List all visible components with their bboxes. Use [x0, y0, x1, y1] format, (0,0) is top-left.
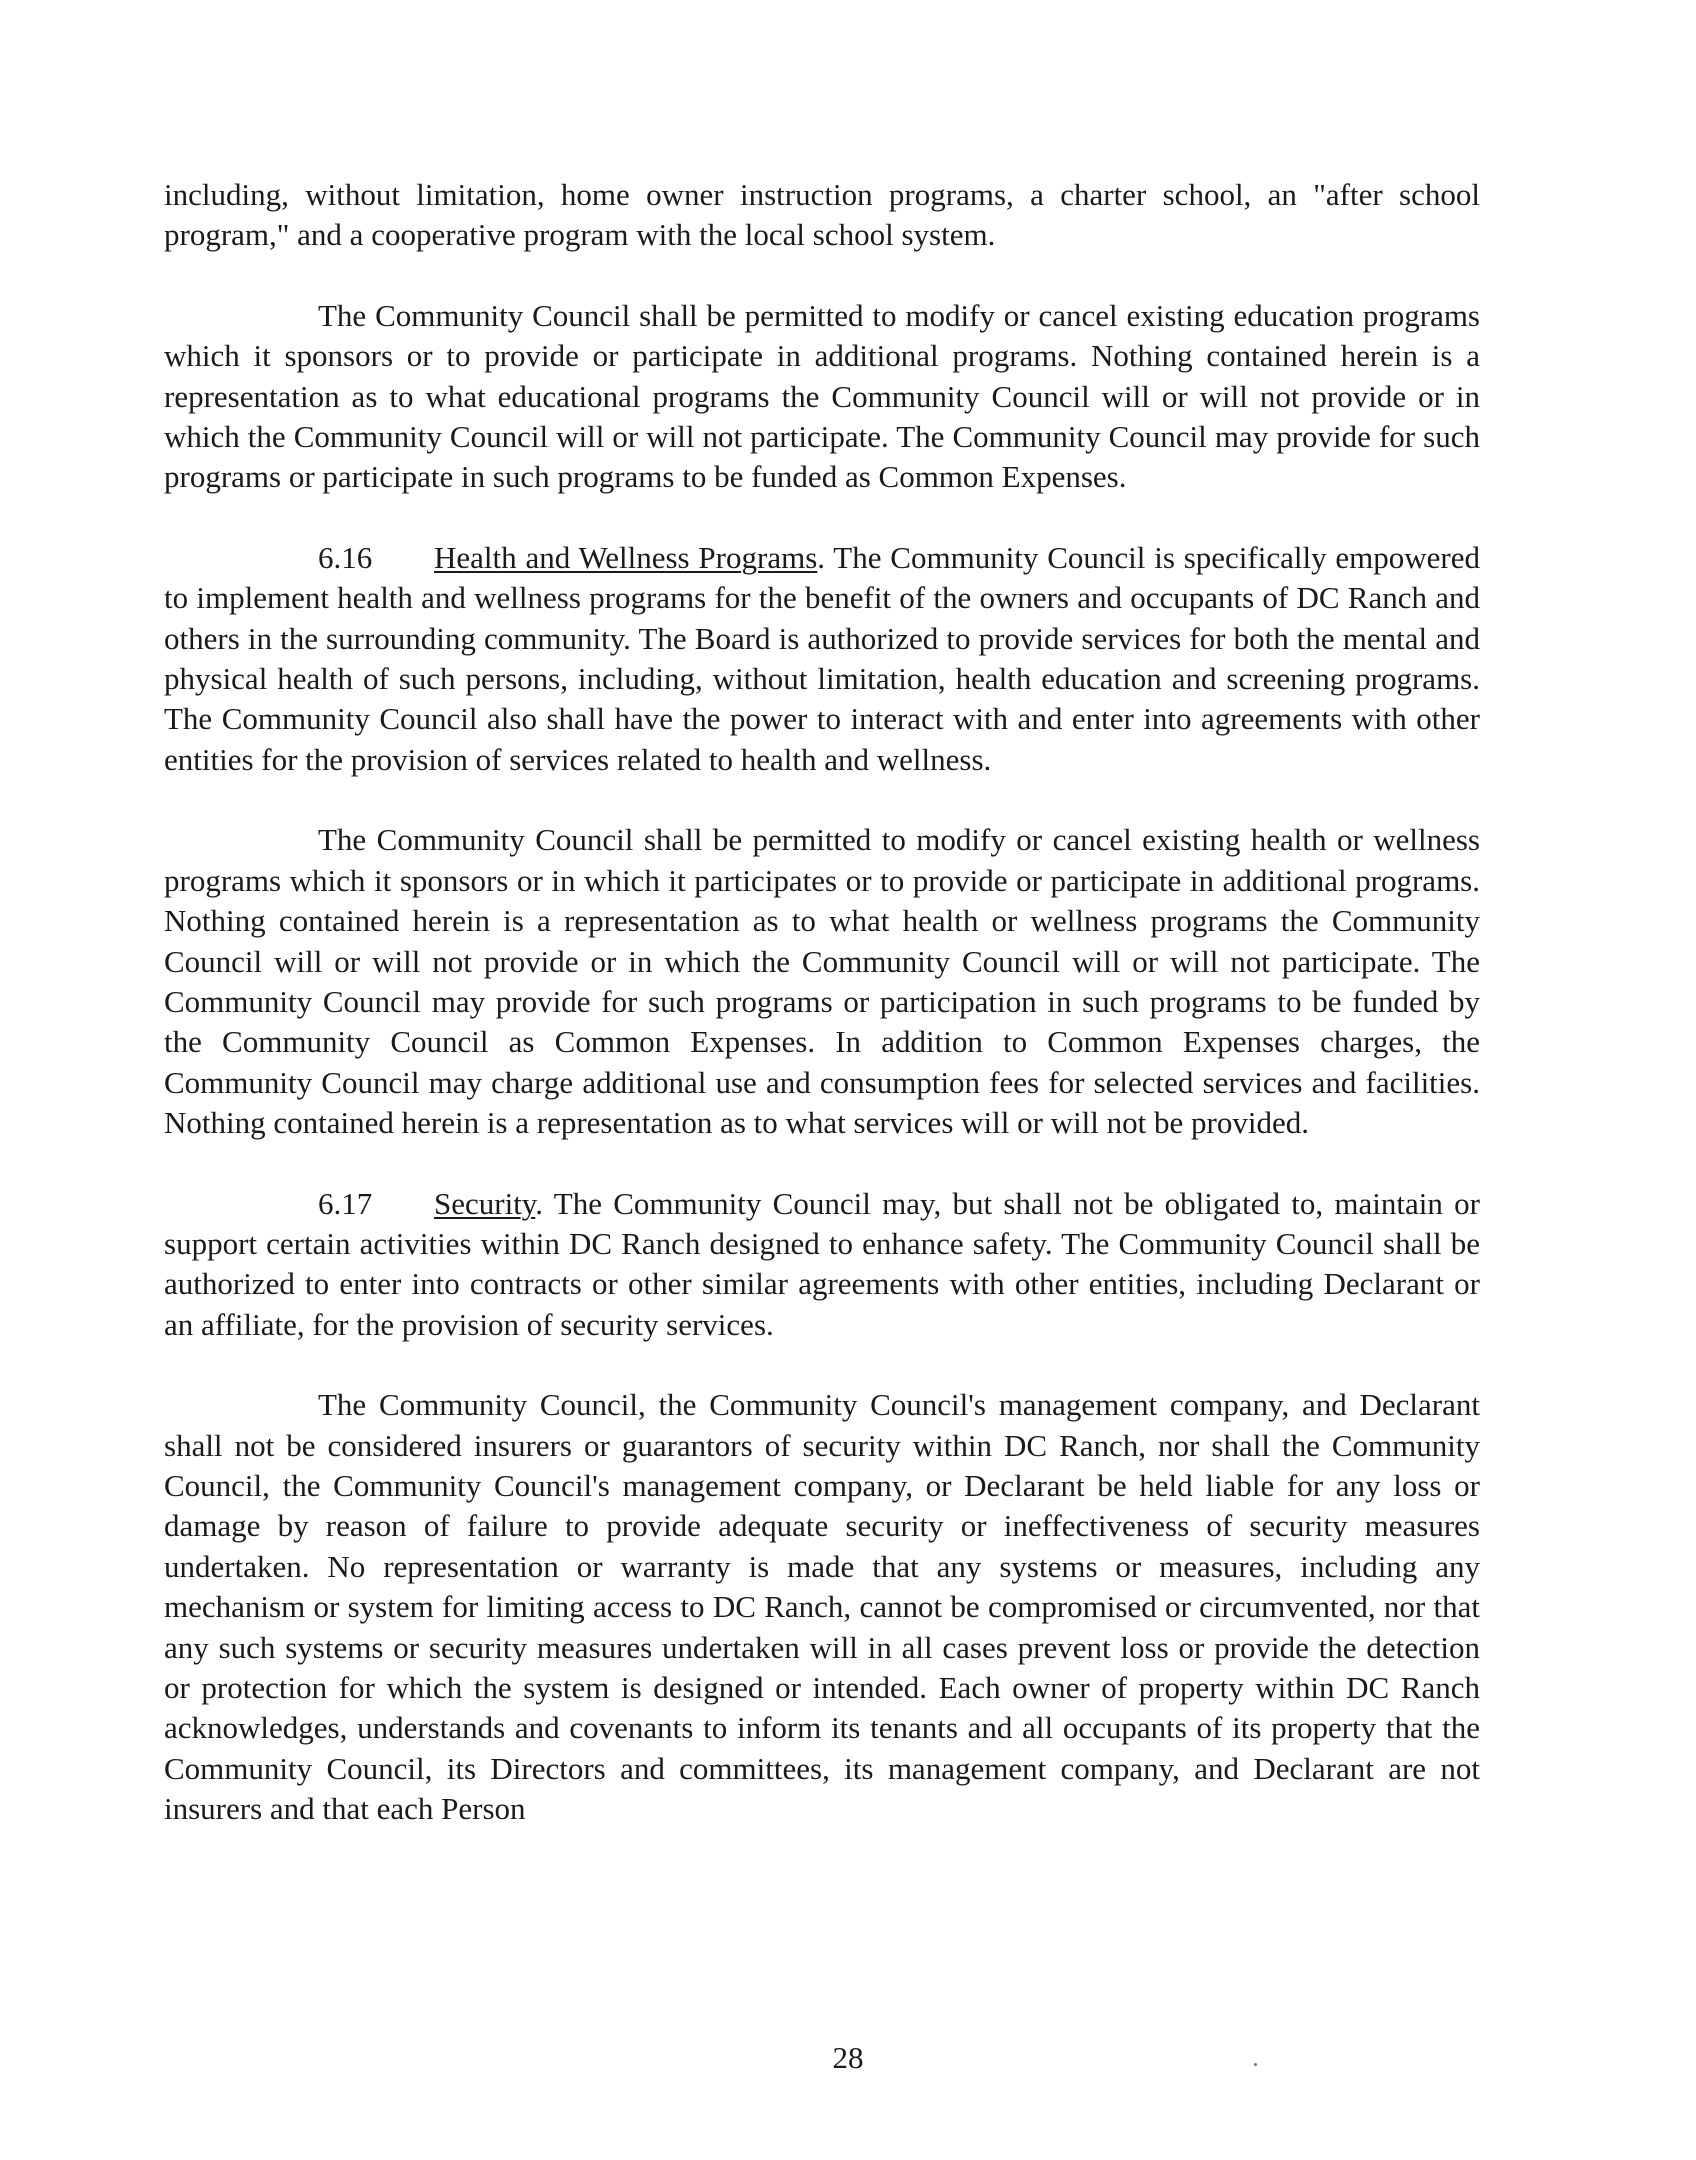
paragraph-security-disclaimer: [164, 1385, 1480, 1829]
section-number: 6.16: [318, 539, 373, 575]
scan-speck: [1254, 2063, 1257, 2066]
paragraph-education-programs-continued: [164, 175, 1480, 256]
section-title: Health and Wellness Programs: [434, 539, 818, 575]
section-title: Security: [434, 1185, 536, 1221]
section-6-17-security: [164, 1184, 1480, 1346]
document-body: [164, 175, 1480, 1870]
page-number: 28: [832, 2040, 864, 2075]
paragraph-text: including, without limitation, home owner instruction programs, a charter school, an "after school program," and a cooperative program with the local school system.: [164, 177, 1480, 253]
paragraph-text: The Community Council shall be permitted to modify or cancel existing education programs which it sponsors or to provide or participate in additional programs. Nothing contained herein is a representation as to what educational programs the Community Council will or will not provide or in which the Community Council will or will not participate. The Community Council may provide for such programs or participate in such programs to be funded as Common Expenses.: [164, 297, 1480, 495]
paragraph-text: The Community Council, the Community Council's management company, and Declarant shall not be considered insurers or guarantors of security within DC Ranch, nor shall the Community Council, the Community Council's management company, or Declarant be held liable for any loss or damage by reason of failure to provide adequate security or ineffectiveness of security measures undertaken. No representation or warranty is made that any systems or measures, including any mechanism or system for limiting access to DC Ranch, cannot be compromised or circumvented, nor that any such systems or security measures undertaken will in all cases prevent loss or provide the detection or protection for which the system is designed or intended. Each owner of property within DC Ranch acknowledges, understands and covenants to inform its tenants and all occupants of its property that the Community Council, its Directors and committees, its management company, and Declarant are not insurers and that each Person: [164, 1387, 1480, 1827]
paragraph-health-programs-modification: [164, 820, 1480, 1143]
paragraph-text: . The Community Council is specifically empowered to implement health and wellness programs for the benefit of the owners and occupants of DC Ranch and others in the surrounding community. The Board is authorized to provide services for both the mental and physical health of such persons, including, without limitation, health education and screening programs. The Community Council also shall have the power to interact with and enter into agreements with other entities for the provision of services related to health and wellness.: [164, 539, 1480, 777]
section-6-16-health-and-wellness: [164, 538, 1480, 780]
paragraph-text: The Community Council shall be permitted to modify or cancel existing health or wellness programs which it sponsors or in which it participates or to provide or participate in additional programs. Nothing contained herein is a representation as to what health or wellness programs the Community Council will or will not provide or in which the Community Council will or will not participate. The Community Council may provide for such programs or participation in such programs to be funded by the Community Council as Common Expenses. In addition to Common Expenses charges, the Community Council may charge additional use and consumption fees for selected services and facilities. Nothing contained herein is a representation as to what services will or will not be provided.: [164, 822, 1480, 1141]
section-number: 6.17: [318, 1185, 373, 1221]
paragraph-text: . The Community Council may, but shall not be obligated to, maintain or support certain activities within DC Ranch designed to enhance safety. The Community Council shall be authorized to enter into contracts or other similar agreements with other entities, including Declarant or an affiliate, for the provision of security services.: [164, 1185, 1480, 1342]
paragraph-education-programs-modification: [164, 296, 1480, 498]
